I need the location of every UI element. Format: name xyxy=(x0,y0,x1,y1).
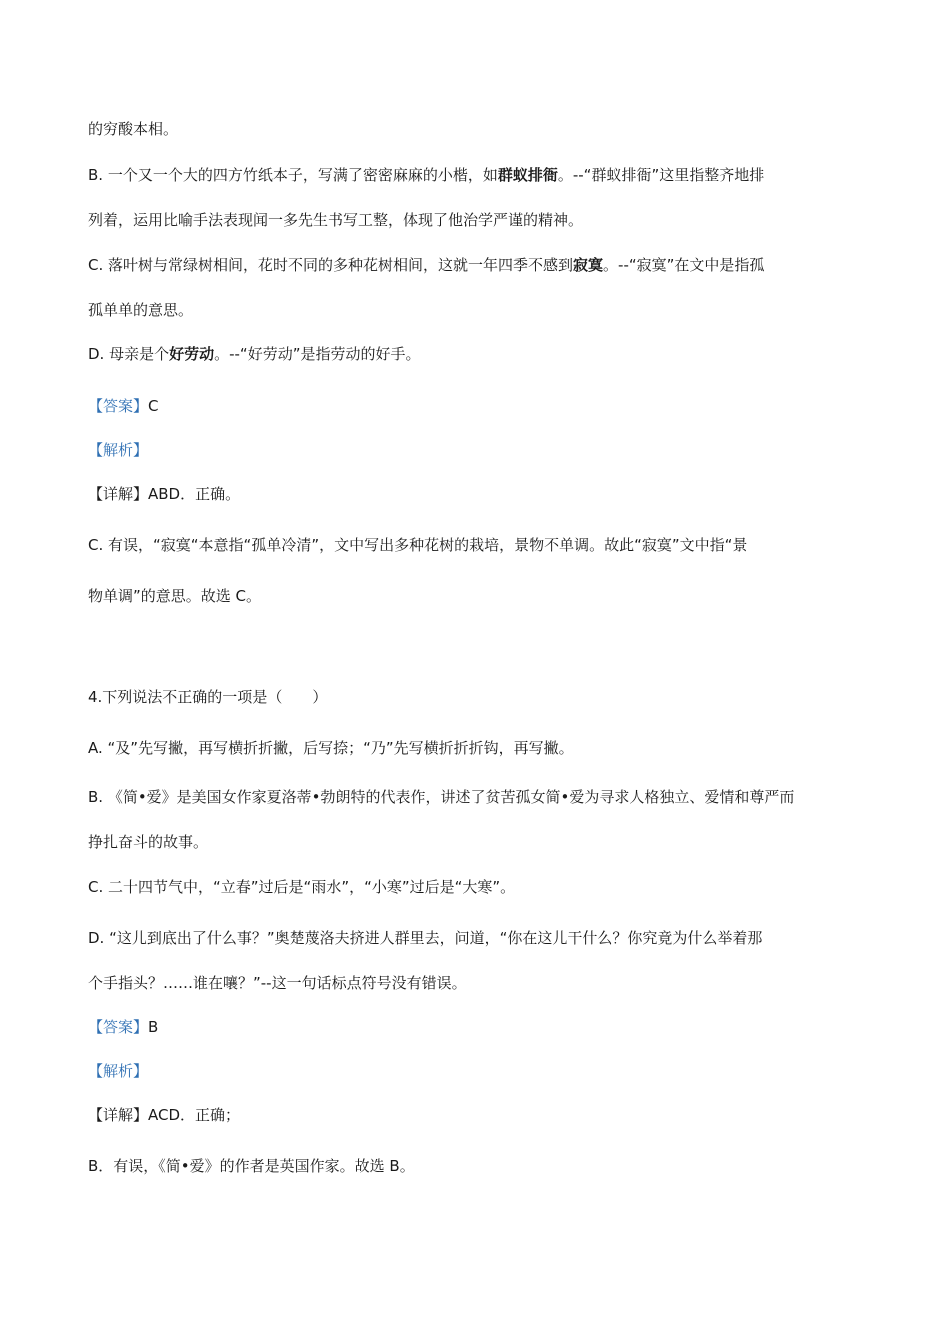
q3-line-end: 的穷酸本相。 xyxy=(88,120,179,138)
q3-option-b-cont: 列着，运用比喻手法表现闻一多先生书写工整，体现了他治学严谨的精神。 xyxy=(88,211,584,229)
q3-option-d: D. 母亲是个好劳动。--“好劳动”是指劳动的好手。 xyxy=(88,345,421,363)
q4-analysis-label: 【解析】 xyxy=(88,1062,149,1080)
q4-option-b-cont: 挣扎奋斗的故事。 xyxy=(88,833,209,851)
q4-option-c: C. 二十四节气中，“立春”过后是“雨水”，“小寒”过后是“大寒”。 xyxy=(88,878,516,896)
q3-option-c-cont: 孤单单的意思。 xyxy=(88,301,194,319)
q3-option-b: B. 一个又一个大的四方竹纸本子，写满了密密麻麻的小楷，如群蚁排衙。--“群蚁排衙”这里指整齐地排 xyxy=(88,166,765,184)
q4-answer: 【答案】B xyxy=(88,1018,159,1036)
q4-detail-1: 【详解】ACD．正确； xyxy=(88,1106,241,1124)
q3-detail-2: C. 有误，“寂寞“本意指“孤单冷清”，文中写出多种花树的栽培，景物不单调。故此“寂寞”文中指“景 xyxy=(88,536,748,554)
q3-detail-3: 物单调”的意思。故选 C。 xyxy=(88,587,262,605)
q3-detail-1: 【详解】ABD．正确。 xyxy=(88,485,241,503)
q3-answer: 【答案】C xyxy=(88,397,159,415)
q4-detail-2: B．有误，《简•爱》的作者是英国作家。故选 B。 xyxy=(88,1157,415,1175)
q4-option-a: A. “及”先写撇，再写横折折撇，后写捺；“乃”先写横折折折钩，再写撇。 xyxy=(88,739,574,757)
q4-option-b: B. 《简•爱》是美国女作家夏洛蒂•勃朗特的代表作，讲述了贫苦孤女简•爱为寻求人格独立、爱情和尊严而 xyxy=(88,788,795,806)
q4-option-d: D. “这儿到底出了什么事？”奥楚蔑洛夫挤进人群里去，问道，“你在这儿干什么？你究竟为什么举着那 xyxy=(88,929,763,947)
q4-stem: 4.下列说法不正确的一项是（ ） xyxy=(88,688,328,706)
q3-option-c: C. 落叶树与常绿树相间，花时不同的多种花树相间，这就一年四季不感到寂寞。--“寂寞”在文中是指孤 xyxy=(88,256,765,274)
q4-option-d-cont: 个手指头？……谁在嚷？”--这一句话标点符号没有错误。 xyxy=(88,974,467,992)
q3-analysis-label: 【解析】 xyxy=(88,441,149,459)
